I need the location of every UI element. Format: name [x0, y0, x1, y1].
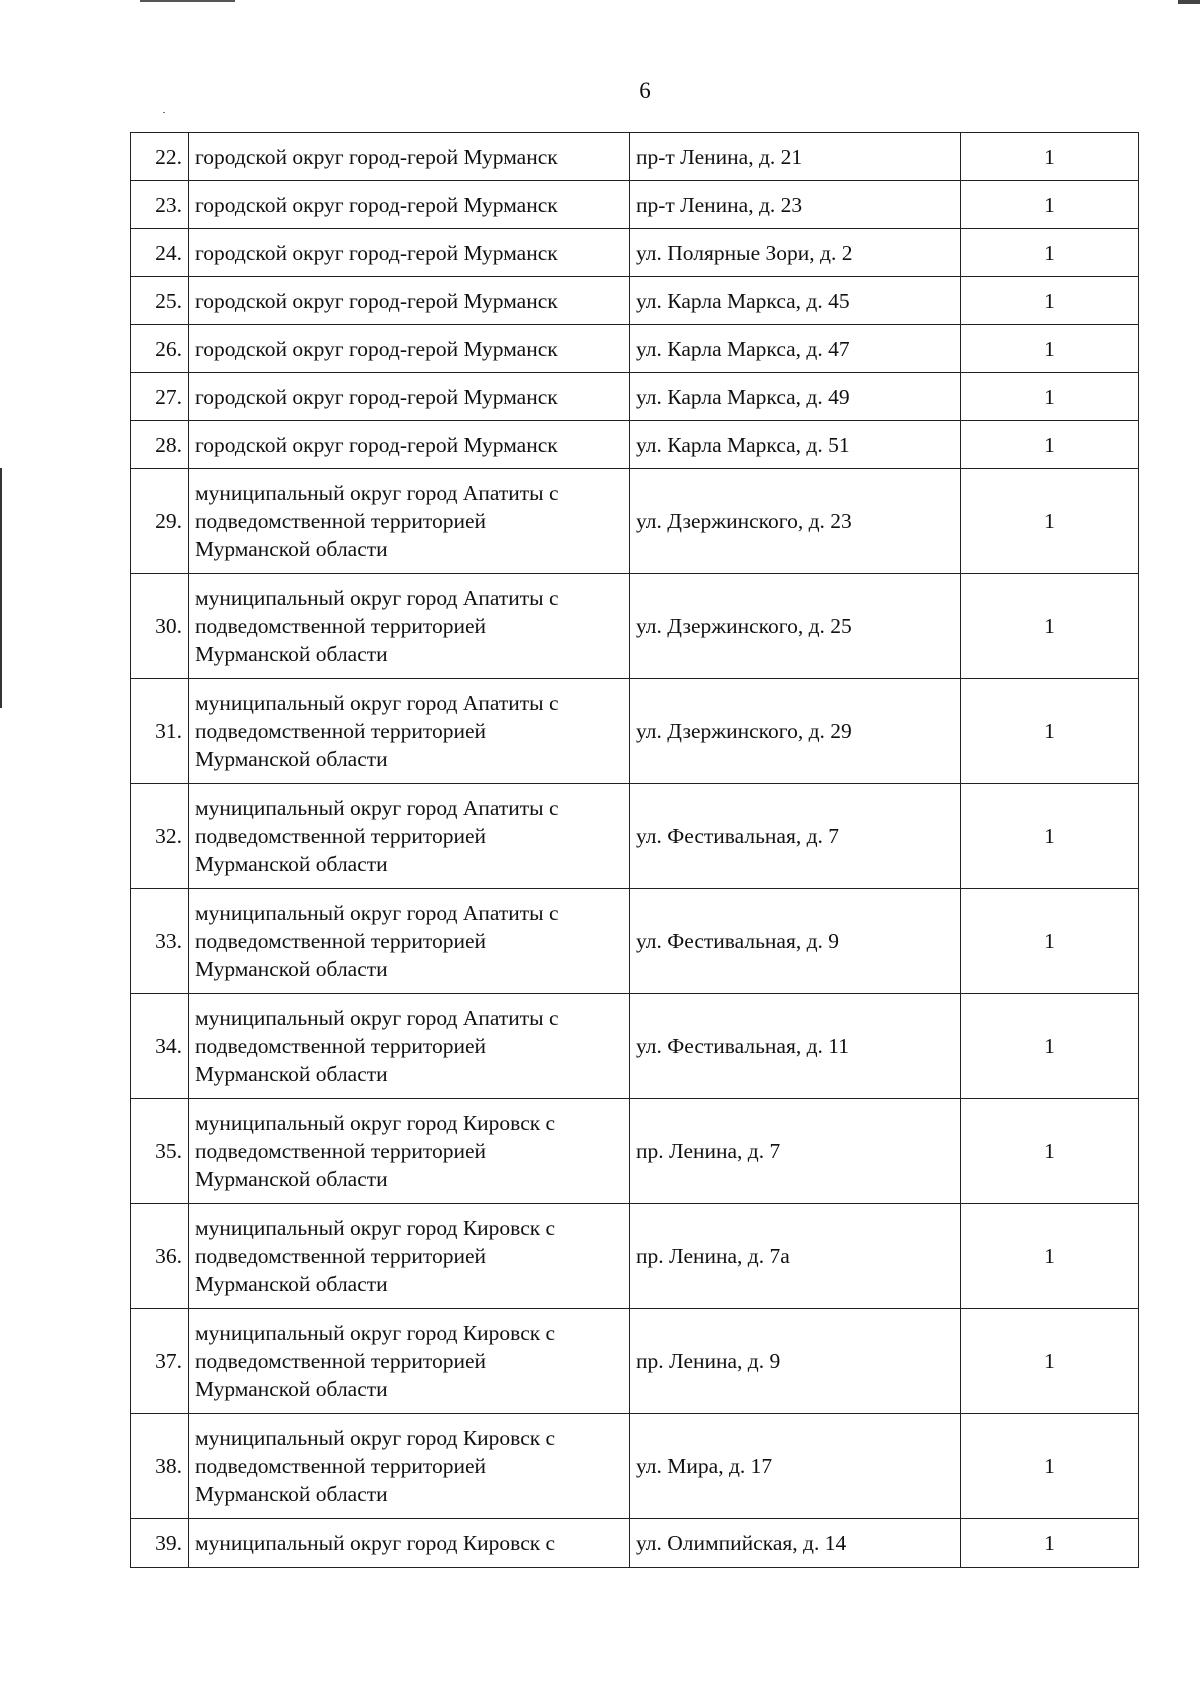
quantity-cell: 1	[961, 679, 1139, 784]
row-number: 34.	[131, 994, 189, 1099]
row-number: 33.	[131, 889, 189, 994]
scan-artifact-dot	[163, 112, 165, 113]
table-row	[131, 277, 1139, 325]
address-cell: ул. Карла Маркса, д. 45	[630, 277, 961, 325]
address-cell: ул. Карла Маркса, д. 47	[630, 325, 961, 373]
table-row	[131, 1204, 1139, 1309]
municipality-line: муниципальный округ город Апатиты с	[195, 1006, 559, 1030]
row-number: 37.	[131, 1309, 189, 1414]
municipality-line: муниципальный округ город Апатиты с	[195, 796, 559, 820]
municipality-line: муниципальный округ город Апатиты с	[195, 901, 559, 925]
address-cell: ул. Дзержинского, д. 29	[630, 679, 961, 784]
table-row	[131, 421, 1139, 469]
address-cell: пр. Ленина, д. 7	[630, 1099, 961, 1204]
scan-artifact-corner	[1178, 0, 1200, 4]
row-number: 30.	[131, 574, 189, 679]
municipality-line: подведомственной территорией	[195, 1454, 487, 1478]
table-row	[131, 1414, 1139, 1519]
row-number: 25.	[131, 277, 189, 325]
quantity-cell: 1	[961, 784, 1139, 889]
address-cell: ул. Дзержинского, д. 25	[630, 574, 961, 679]
municipality-cell: городской округ город-герой Мурманск	[189, 325, 630, 373]
table-row	[131, 1309, 1139, 1414]
addresses-table	[130, 132, 1139, 1568]
municipality-cell: городской округ город-герой Мурманск	[189, 133, 630, 181]
municipality-line: муниципальный округ город Кировск с	[195, 1216, 556, 1240]
municipality-line: подведомственной территорией	[195, 1244, 487, 1268]
municipality-line: Мурманской области	[195, 1167, 388, 1191]
municipality-line: Мурманской области	[195, 537, 388, 561]
address-cell: ул. Фестивальная, д. 7	[630, 784, 961, 889]
scan-artifact-top	[140, 0, 235, 2]
municipality-cell	[189, 784, 630, 889]
quantity-cell: 1	[961, 574, 1139, 679]
municipality-line: подведомственной территорией	[195, 719, 487, 743]
quantity-cell: 1	[961, 1309, 1139, 1414]
table-row	[131, 133, 1139, 181]
quantity-cell: 1	[961, 133, 1139, 181]
municipality-cell	[189, 889, 630, 994]
quantity-cell: 1	[961, 1204, 1139, 1309]
address-cell: ул. Фестивальная, д. 11	[630, 994, 961, 1099]
municipality-line: Мурманской области	[195, 852, 388, 876]
table-row	[131, 679, 1139, 784]
municipality-cell	[189, 1099, 630, 1204]
quantity-cell: 1	[961, 325, 1139, 373]
row-number: 35.	[131, 1099, 189, 1204]
table-row	[131, 325, 1139, 373]
row-number: 22.	[131, 133, 189, 181]
table-row	[131, 574, 1139, 679]
table-row	[131, 181, 1139, 229]
quantity-cell: 1	[961, 373, 1139, 421]
municipality-line: муниципальный округ город Кировск с	[195, 1111, 556, 1135]
row-number: 31.	[131, 679, 189, 784]
municipality-line: подведомственной территорией	[195, 1349, 487, 1373]
row-number: 36.	[131, 1204, 189, 1309]
page-number: 6	[639, 78, 651, 103]
table-row	[131, 994, 1139, 1099]
table-row	[131, 229, 1139, 277]
municipality-cell: городской округ город-герой Мурманск	[189, 181, 630, 229]
address-cell: пр. Ленина, д. 9	[630, 1309, 961, 1414]
row-number: 23.	[131, 181, 189, 229]
municipality-cell: городской округ город-герой Мурманск	[189, 421, 630, 469]
table-row	[131, 373, 1139, 421]
quantity-cell: 1	[961, 181, 1139, 229]
row-number: 27.	[131, 373, 189, 421]
quantity-cell: 1	[961, 889, 1139, 994]
row-number: 29.	[131, 469, 189, 574]
municipality-line: Мурманской области	[195, 1482, 388, 1506]
municipality-line: подведомственной территорией	[195, 929, 487, 953]
municipality-cell	[189, 679, 630, 784]
municipality-line: подведомственной территорией	[195, 509, 487, 533]
quantity-cell: 1	[961, 277, 1139, 325]
municipality-line: муниципальный округ город Кировск с	[195, 1426, 556, 1450]
municipality-line: подведомственной территорией	[195, 1034, 487, 1058]
municipality-line: муниципальный округ город Апатиты с	[195, 691, 559, 715]
address-cell: ул. Карла Маркса, д. 49	[630, 373, 961, 421]
address-cell: пр-т Ленина, д. 21	[630, 133, 961, 181]
table-row	[131, 1519, 1139, 1568]
municipality-line: подведомственной территорией	[195, 614, 487, 638]
row-number: 32.	[131, 784, 189, 889]
address-cell: ул. Полярные Зори, д. 2	[630, 229, 961, 277]
municipality-line: Мурманской области	[195, 957, 388, 981]
row-number: 26.	[131, 325, 189, 373]
address-cell: пр-т Ленина, д. 23	[630, 181, 961, 229]
address-cell: ул. Фестивальная, д. 9	[630, 889, 961, 994]
municipality-cell: городской округ город-герой Мурманск	[189, 229, 630, 277]
municipality-line: Мурманской области	[195, 642, 388, 666]
municipality-cell	[189, 994, 630, 1099]
table-row	[131, 889, 1139, 994]
municipality-line: Мурманской области	[195, 1272, 388, 1296]
quantity-cell: 1	[961, 1519, 1139, 1568]
table-row	[131, 784, 1139, 889]
quantity-cell: 1	[961, 994, 1139, 1099]
quantity-cell: 1	[961, 1414, 1139, 1519]
address-cell: ул. Карла Маркса, д. 51	[630, 421, 961, 469]
quantity-cell: 1	[961, 421, 1139, 469]
municipality-line: Мурманской области	[195, 1062, 388, 1086]
municipality-cell	[189, 574, 630, 679]
table-row	[131, 469, 1139, 574]
row-number: 24.	[131, 229, 189, 277]
municipality-cell	[189, 469, 630, 574]
municipality-line: муниципальный округ город Апатиты с	[195, 481, 559, 505]
municipality-line: подведомственной территорией	[195, 824, 487, 848]
municipality-line: подведомственной территорией	[195, 1139, 487, 1163]
municipality-line: муниципальный округ город Апатиты с	[195, 586, 559, 610]
municipality-cell: муниципальный округ город Кировск с	[189, 1519, 630, 1568]
row-number: 28.	[131, 421, 189, 469]
municipality-cell: городской округ город-герой Мурманск	[189, 277, 630, 325]
municipality-line: Мурманской области	[195, 1377, 388, 1401]
quantity-cell: 1	[961, 229, 1139, 277]
quantity-cell: 1	[961, 469, 1139, 574]
row-number: 39.	[131, 1519, 189, 1568]
address-cell: ул. Дзержинского, д. 23	[630, 469, 961, 574]
municipality-cell	[189, 1414, 630, 1519]
table-row	[131, 1099, 1139, 1204]
row-number: 38.	[131, 1414, 189, 1519]
quantity-cell: 1	[961, 1099, 1139, 1204]
municipality-cell: городской округ город-герой Мурманск	[189, 373, 630, 421]
address-cell: ул. Мира, д. 17	[630, 1414, 961, 1519]
municipality-line: Мурманской области	[195, 747, 388, 771]
municipality-cell	[189, 1204, 630, 1309]
address-cell: ул. Олимпийская, д. 14	[630, 1519, 961, 1568]
municipality-line: муниципальный округ город Кировск с	[195, 1321, 556, 1345]
scan-artifact-left-edge	[0, 468, 2, 708]
municipality-cell	[189, 1309, 630, 1414]
address-cell: пр. Ленина, д. 7а	[630, 1204, 961, 1309]
